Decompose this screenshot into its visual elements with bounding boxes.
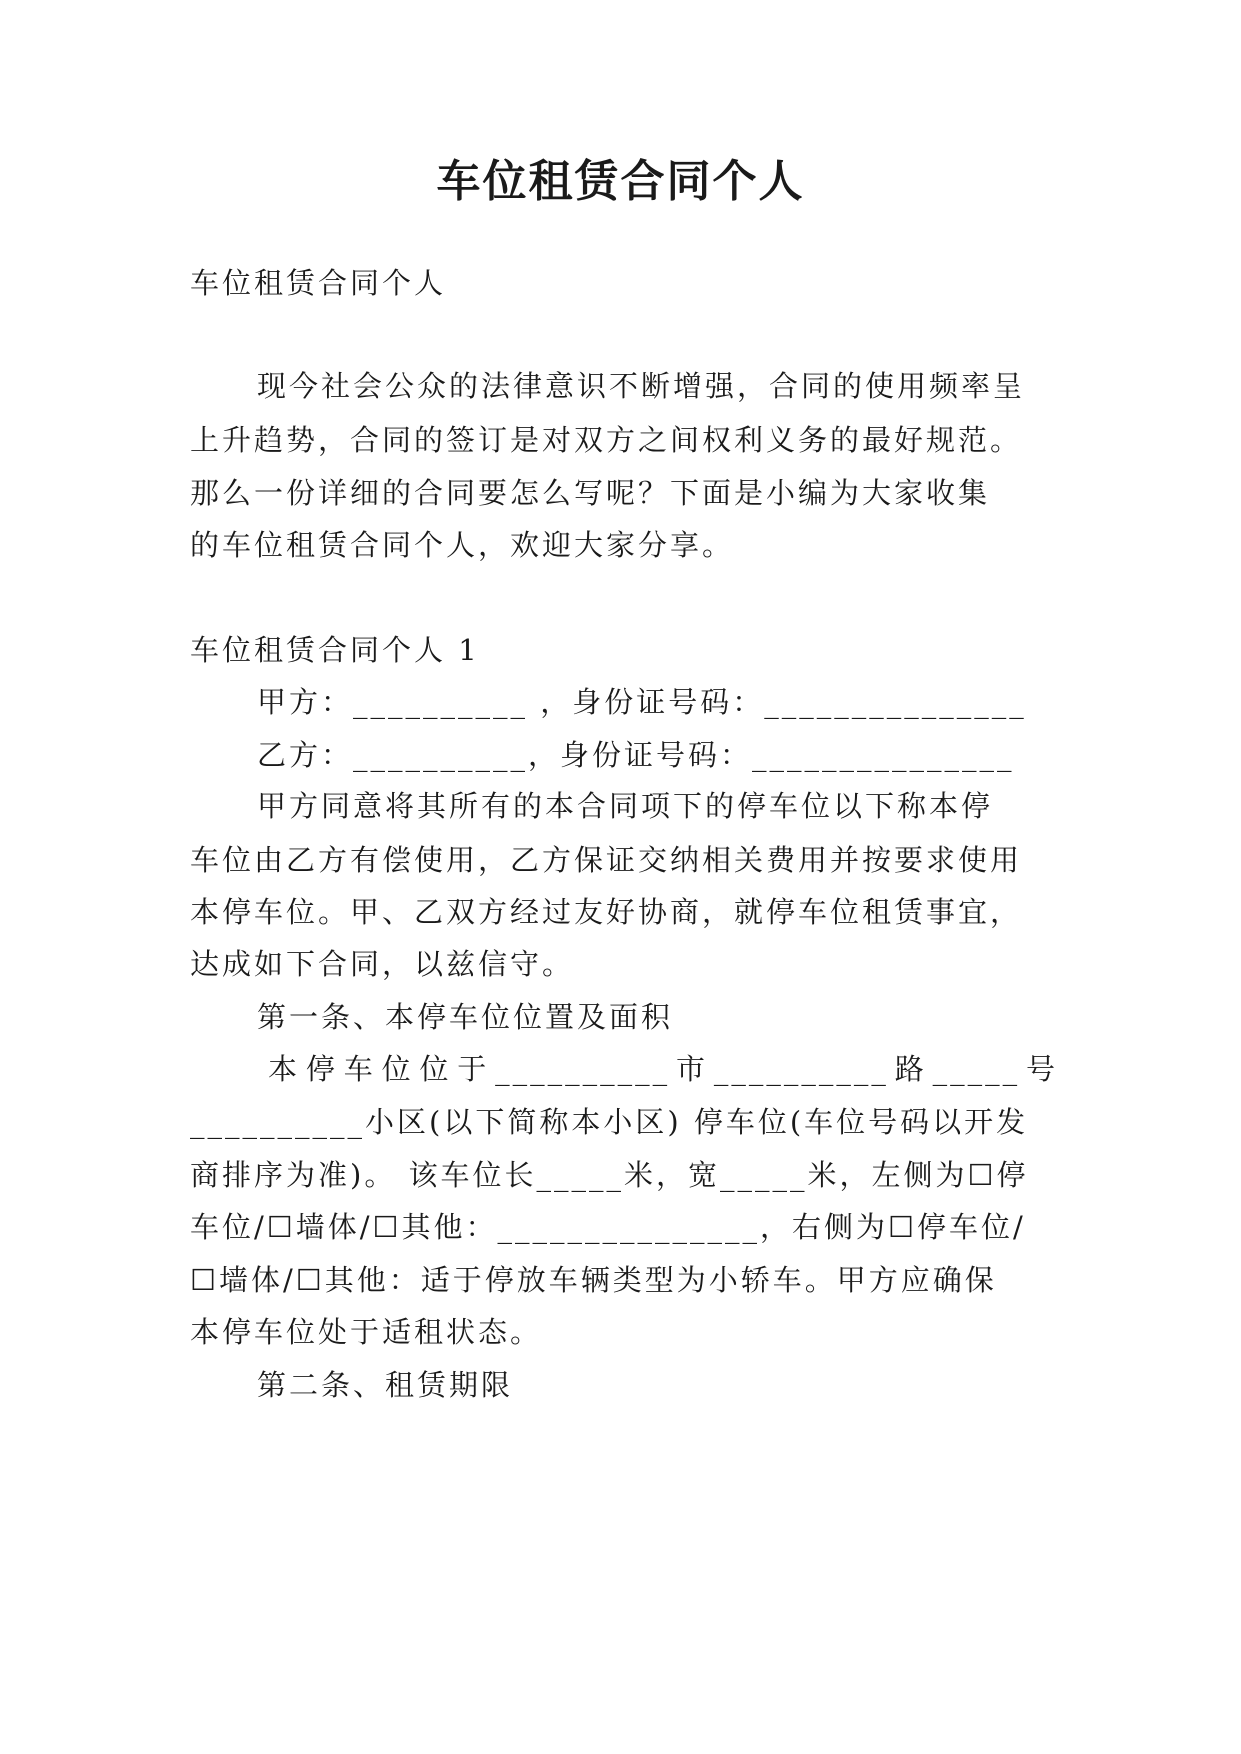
intro-line-3: 那么一份详细的合同要怎么写呢？下面是小编为大家收集	[190, 476, 991, 510]
article1-line-2: __________小区(以下简称本小区) 停车位(车位号码以开发	[190, 1105, 1029, 1139]
article1-line-5: ☐墙体/☐其他：适于停放车辆类型为小轿车。甲方应确保	[190, 1263, 997, 1297]
article1-heading: 第一条、本停车位位置及面积	[257, 1000, 674, 1034]
agreement-line-4: 达成如下合同，以兹信守。	[190, 947, 575, 981]
article1-line-4: 车位/☐墙体/☐其他：_______________，右侧为☐停车位/	[190, 1210, 1026, 1244]
agreement-line-3: 本停车位。甲、乙双方经过友好协商，就停车位租赁事宜，	[190, 895, 1023, 929]
article2-heading: 第二条、租赁期限	[257, 1368, 514, 1402]
intro-line-2: 上升趋势，合同的签订是对双方之间权利义务的最好规范。	[190, 423, 1023, 457]
party-a-line: 甲方：__________ ，身份证号码：_______________	[257, 685, 1027, 719]
agreement-line-2: 车位由乙方有偿使用，乙方保证交纳相关费用并按要求使用	[190, 843, 1023, 877]
intro-line-1: 现今社会公众的法律意识不断增强，合同的使用频率呈	[257, 369, 1026, 403]
agreement-line-1: 甲方同意将其所有的本合同项下的停车位以下称本停	[257, 789, 994, 823]
document-subtitle: 车位租赁合同个人	[190, 266, 447, 300]
intro-line-4: 的车位租赁合同个人，欢迎大家分享。	[190, 528, 735, 562]
party-b-line: 乙方：__________，身份证号码：_______________	[257, 738, 1015, 772]
article1-line-3: 商排序为准)。 该车位长_____米，宽_____米，左侧为☐停	[190, 1158, 1029, 1192]
document-title: 车位租赁合同个人	[436, 156, 805, 207]
article1-line-1: 本停车位位于__________市__________路_____号	[268, 1052, 1058, 1086]
article1-line-6: 本停车位处于适租状态。	[190, 1315, 543, 1349]
section-heading: 车位租赁合同个人 1	[190, 633, 480, 667]
